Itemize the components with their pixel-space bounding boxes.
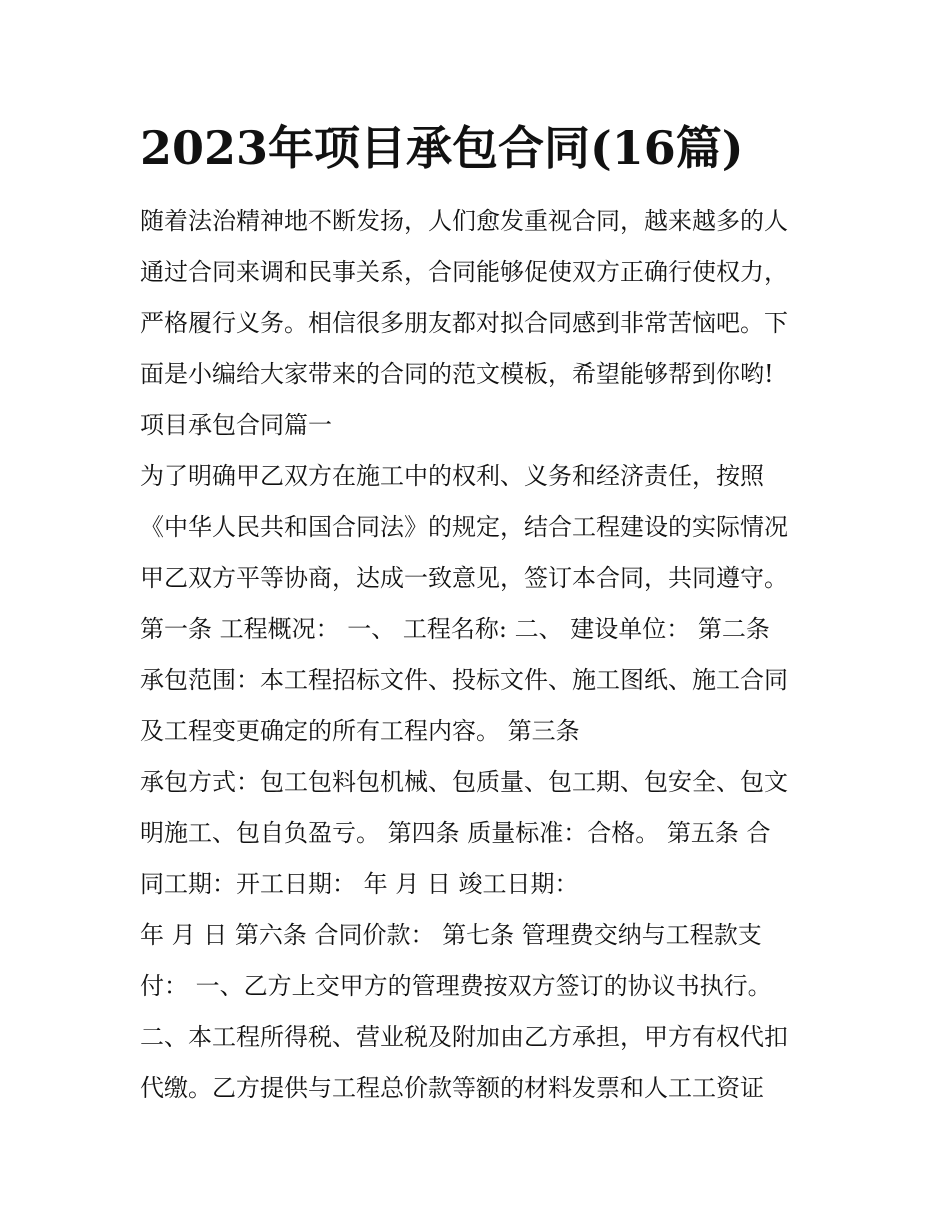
text-line: 通过合同来调和民事关系，合同能够促使双方正确行使权力，: [140, 258, 788, 286]
document-title: 2023年项目承包合同(16篇): [140, 121, 744, 175]
text-line: 付： 一、乙方上交甲方的管理费按双方签订的协议书执行。: [140, 972, 772, 1000]
text-line: 随着法治精神地不断发扬，人们愈发重视合同，越来越多的人: [140, 207, 788, 235]
text-line: 面是小编给大家带来的合同的范文模板，希望能够帮到你哟!: [140, 360, 774, 388]
section-heading: 项目承包合同篇一: [140, 411, 332, 439]
text-line: 同工期：开工日期： 年 月 日 竣工日期：: [140, 870, 579, 898]
text-line: 为了明确甲乙双方在施工中的权利、义务和经济责任，按照: [140, 462, 764, 490]
text-line: 及工程变更确定的所有工程内容。 第三条: [140, 717, 580, 745]
text-line: 代缴。乙方提供与工程总价款等额的材料发票和人工工资证: [140, 1074, 764, 1102]
text-line: 年 月 日 第六条 合同价款： 第七条 管理费交纳与工程款支: [140, 921, 762, 949]
text-line: 承包范围：本工程招标文件、投标文件、施工图纸、施工合同: [140, 666, 788, 694]
text-line: 严格履行义务。相信很多朋友都对拟合同感到非常苦恼吧。下: [140, 309, 788, 337]
text-line: 二、本工程所得税、营业税及附加由乙方承担，甲方有权代扣: [140, 1023, 788, 1051]
text-line: 甲乙双方平等协商，达成一致意见，签订本合同，共同遵守。: [140, 564, 788, 592]
text-line: 《中华人民共和国合同法》的规定，结合工程建设的实际情况: [140, 513, 788, 541]
document-body: [140, 196, 830, 1114]
text-line: 承包方式：包工包料包机械、包质量、包工期、包安全、包文: [140, 768, 788, 796]
text-line: 明施工、包自负盈亏。 第四条 质量标准：合格。 第五条 合: [140, 819, 771, 847]
text-line: 第一条 工程概况： 一、 工程名称: 二、 建设单位： 第二条: [140, 615, 770, 643]
